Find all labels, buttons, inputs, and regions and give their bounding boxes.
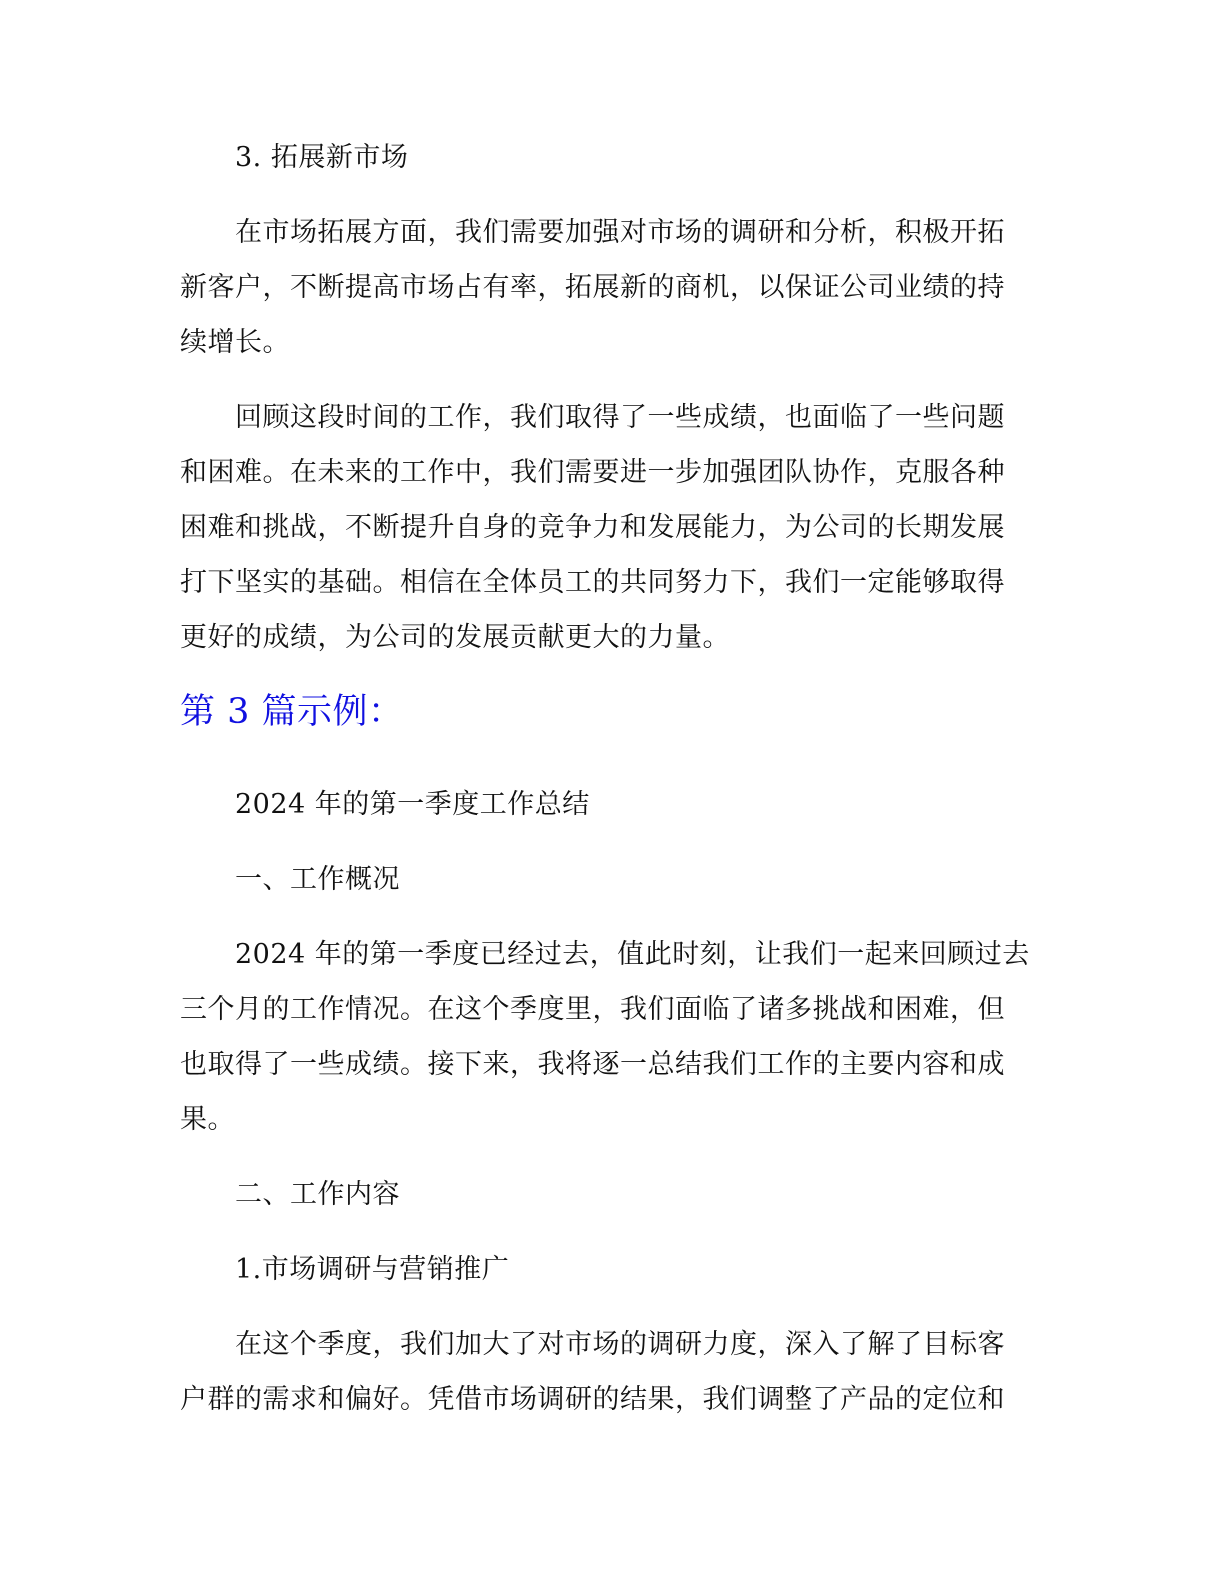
paragraph-market-expansion: 在市场拓展方面，我们需要加强对市场的调研和分析，积极开拓新客户，不断提高市场占有率，拓展新的商机，以保证公司业绩的持续增长。	[180, 217, 1005, 358]
paragraph-overview: 2024 年的第一季度已经过去，值此时刻，让我们一起来回顾过去三个月的工作情况。在这个季度里，我们面临了诸多挑战和困难，但也取得了一些成绩。接下来，我将逐一总结我们工作的主要内容和成果。	[180, 939, 1030, 1135]
subheading-market-research: 1.市场调研与营销推广	[235, 1254, 510, 1285]
subheading-expand-market: 3. 拓展新市场	[235, 142, 409, 173]
subheading-work-content: 二、工作内容	[235, 1179, 400, 1210]
section-title-example-3: 第 3 篇示例：	[180, 692, 404, 732]
subheading-work-overview: 一、工作概况	[235, 864, 400, 895]
document-body	[180, 130, 1030, 1447]
paragraph-market-research: 在这个季度，我们加大了对市场的调研力度，深入了解了目标客户群的需求和偏好。凭借市场调研的结果，我们调整了产品的定位和	[180, 1329, 1005, 1415]
document-title-q1-summary: 2024 年的第一季度工作总结	[235, 789, 590, 820]
paragraph-review-summary: 回顾这段时间的工作，我们取得了一些成绩，也面临了一些问题和困难。在未来的工作中，我们需要进一步加强团队协作，克服各种困难和挑战，不断提升自身的竞争力和发展能力，为公司的长期发展打下坚实的基础。相信在全体员工的共同努力下，我们一定能够取得更好的成绩，为公司的发展贡献更大的力量。	[180, 402, 1005, 653]
